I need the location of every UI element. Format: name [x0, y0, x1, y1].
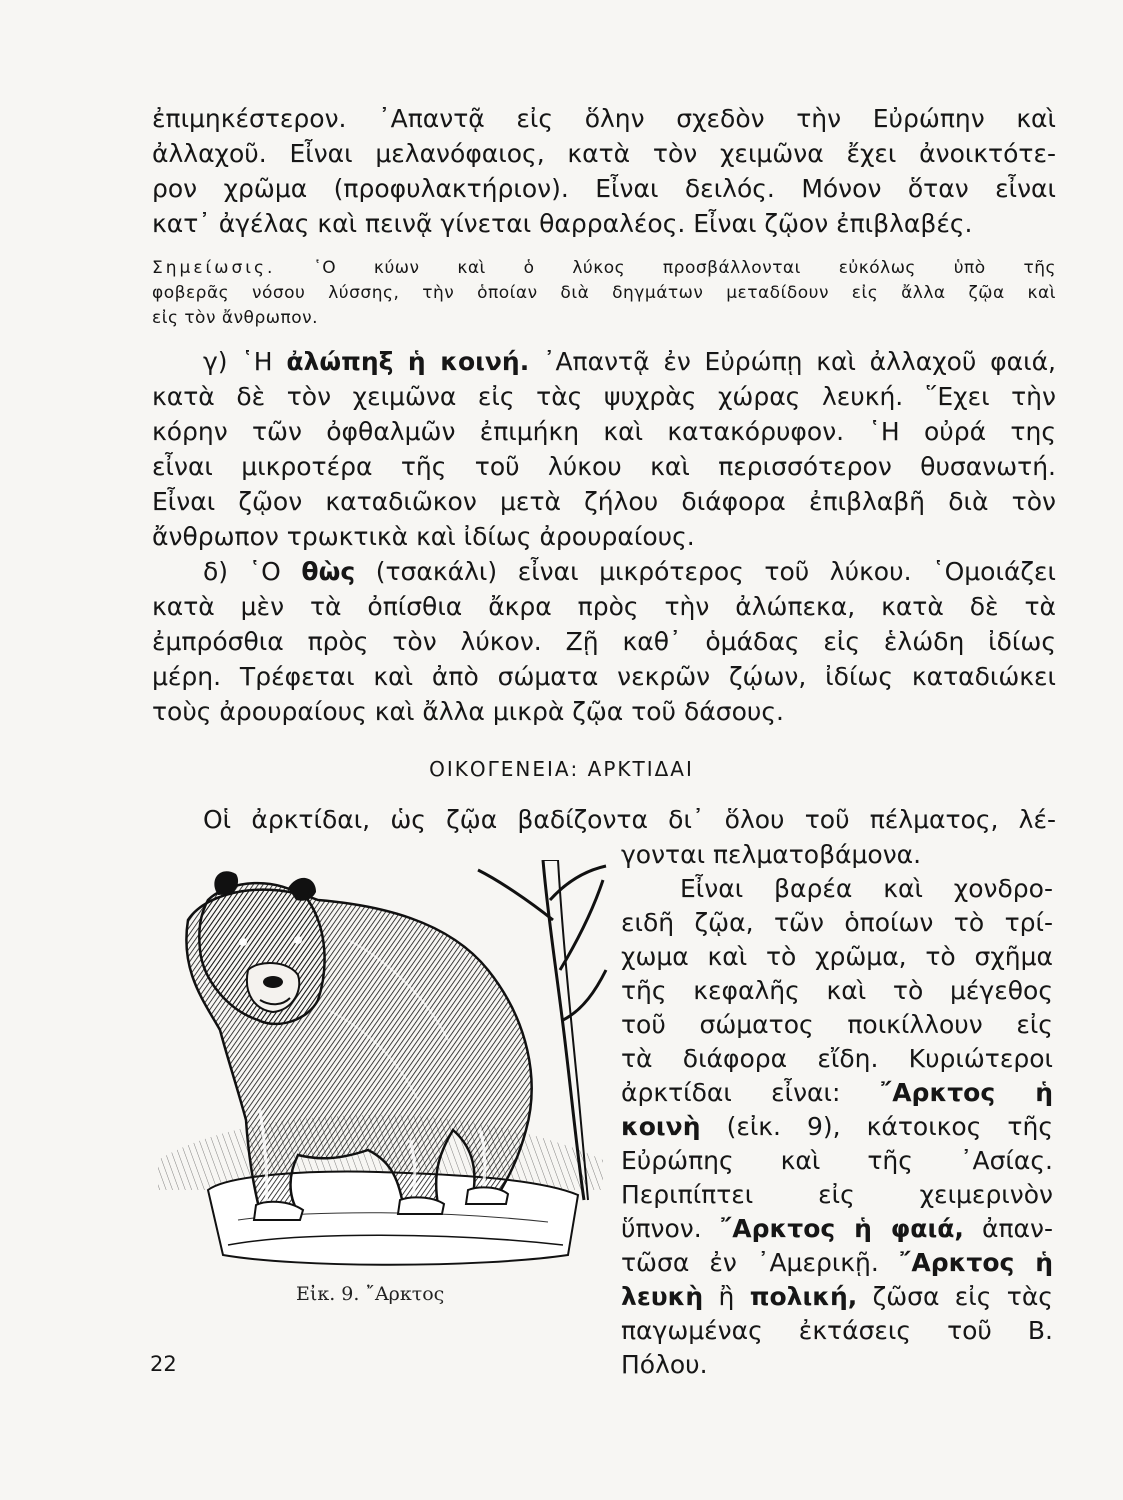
term-arktos-leuki-1: ῎Αρκτος ἡ: [898, 1248, 1053, 1277]
para1-line-4: κατ᾿ ἀγέλας καὶ πεινᾷ γίνεται θαρραλέος. Εἶναι ζῷον ἐπιβλαβές.: [152, 209, 973, 238]
para-d-term: θὼς: [301, 557, 356, 586]
right-line-13: [621, 1280, 1053, 1314]
right-line-3: χωμα καὶ τὸ χρῶμα, τὸ σχῆμα: [621, 942, 1053, 971]
para-d-line-1: [203, 555, 1056, 589]
bear-illustration: [148, 860, 608, 1272]
right-line-2: ειδῆ ζῷα, τῶν ὁποίων τὸ τρί-: [621, 908, 1053, 937]
right-line-11a: ὕπνον.: [621, 1214, 702, 1243]
term-arktos-poliki: πολική,: [749, 1282, 858, 1311]
para-d-prefix: δ) ῾Ο: [203, 557, 281, 586]
right-line-7: [621, 1076, 1053, 1110]
right-line-6: τὰ διάφορα εἴδη. Κυριώτεροι: [621, 1044, 1053, 1073]
right-line-7a: ἀρκτίδαι εἶναι:: [621, 1078, 841, 1107]
para-g-line-1: [203, 345, 1056, 379]
term-arktos-leuki-2: λευκὴ: [621, 1282, 704, 1311]
para1-line-1: ἐπιμηκέστερον. ᾿Απαντᾷ εἰς ὅλην σχεδὸν τὴν Εὐρώπην καὶ: [152, 104, 1056, 133]
para-g-line-5: Εἶναι ζῷον καταδιῶκον μετὰ ζήλου διάφορα ἐπιβλαβῆ διὰ τὸν: [152, 487, 1056, 516]
term-arktos-faia: ῎Αρκτος ἡ φαιά,: [719, 1214, 964, 1243]
intro-line-2: γονται πελματοβάμονα.: [621, 840, 922, 869]
right-line-10: Περιπίπτει εἰς χειμερινὸν: [621, 1180, 1053, 1209]
para-g-line-3: κόρην τῶν ὀφθαλμῶν ἐπιμήκη καὶ κατακόρυφον. ῾Η οὐρά της: [152, 417, 1056, 446]
para-g-term: ἀλώπηξ ἡ κοινή.: [286, 347, 530, 376]
right-line-12a: τῶσα ἐν ᾿Αμερικῇ.: [621, 1248, 879, 1277]
term-arktos-koini-1: ῎Αρκτος ἡ: [879, 1078, 1053, 1107]
para-g-line-4: εἶναι μικροτέρα τῆς τοῦ λύκου καὶ περισσότερον θυσανωτή.: [152, 452, 1056, 481]
para-g-line-2: κατὰ δὲ τὸν χειμῶνα εἰς τὰς ψυχρὰς χώρας λευκή. ῞Εχει τὴν: [152, 382, 1056, 411]
note-line-1: [152, 256, 1056, 281]
para-d-line-3: ἐμπρόσθια πρὸς τὸν λύκον. Ζῇ καθ᾿ ὁμάδας εἰς ἑλώδη ἰδίως: [152, 627, 1056, 656]
note-line-1-text: ῾Ο κύων καὶ ὁ λύκος προσβάλλονται εὐκόλως ὑπὸ τῆς: [313, 258, 1056, 278]
page-number: 22: [150, 1352, 177, 1376]
para-d-line-2: κατὰ μὲν τὰ ὀπίσθια ἄκρα πρὸς τὴν ἀλώπεκα, κατὰ δὲ τὰ: [152, 592, 1056, 621]
note-line-2: φοβερᾶς νόσου λύσσης, τὴν ὁποίαν διὰ δηγμάτων μεταδίδουν εἰς ἄλλα ζῷα καὶ: [152, 283, 1056, 303]
para-g-prefix: γ) ῾Η: [203, 347, 273, 376]
right-line-8: [621, 1110, 1053, 1144]
note-label: Σημείωσις.: [152, 258, 276, 278]
right-line-14: παγωμένας ἐκτάσεις τοῦ Β.: [621, 1316, 1053, 1345]
section-heading: ΟΙΚΟΓΕΝΕΙΑ: ΑΡΚΤΙΔΑΙ: [429, 757, 694, 781]
right-line-13d: ζῶσα εἰς τὰς: [872, 1282, 1053, 1311]
right-line-11: [621, 1212, 1053, 1246]
para-d-line-4: μέρη. Τρέφεται καὶ ἀπὸ σώματα νεκρῶν ζῴων, ἰδίως καταδιώκει: [152, 662, 1056, 691]
right-line-15: Πόλου.: [621, 1350, 708, 1379]
para-d-line-1-rest: (τσακάλι) εἶναι μικρότερος τοῦ λύκου. ῾Ομοιάζει: [375, 557, 1056, 586]
term-arktos-koini-2: κοινὴ: [621, 1112, 701, 1141]
right-line-1: Εἶναι βαρέα καὶ χονδρο-: [680, 874, 1053, 903]
para-d-line-5: τοὺς ἀρουραίους καὶ ἄλλα μικρὰ ζῷα τοῦ δάσους.: [152, 697, 784, 726]
right-line-11c: ἀπαν-: [981, 1214, 1053, 1243]
para-g-line-6: ἄνθρωπον τρωκτικὰ καὶ ἰδίως ἀρουραίους.: [152, 522, 695, 551]
right-line-8b: (εἰκ. 9), κάτοικος τῆς: [726, 1112, 1053, 1141]
note-line-3: εἰς τὸν ἄνθρωπον.: [152, 308, 319, 328]
para1-line-3: ρον χρῶμα (προφυλακτήριον). Εἶναι δειλός. Μόνον ὅταν εἶναι: [152, 174, 1056, 203]
right-line-4: τῆς κεφαλῆς καὶ τὸ μέγεθος: [621, 976, 1053, 1005]
figure-caption: Εἰκ. 9. ῎Αρκτος: [296, 1283, 445, 1305]
para-g-line-1-rest: ᾿Απαντᾷ ἐν Εὐρώπῃ καὶ ἀλλαχοῦ φαιά,: [542, 347, 1056, 376]
right-line-12: [621, 1246, 1053, 1280]
intro-line-1: Οἱ ἀρκτίδαι, ὡς ζῷα βαδίζοντα δι᾿ ὅλου τοῦ πέλματος, λέ-: [203, 805, 1056, 834]
para1-line-2: ἀλλαχοῦ. Εἶναι μελανόφαιος, κατὰ τὸν χειμῶνα ἔχει ἀνοικτότε-: [152, 139, 1056, 168]
right-line-13b: ἢ: [718, 1282, 735, 1311]
right-line-5: τοῦ σώματος ποικίλλουν εἰς: [621, 1010, 1053, 1039]
right-line-9: Εὐρώπης καὶ τῆς ᾿Ασίας.: [621, 1146, 1053, 1175]
